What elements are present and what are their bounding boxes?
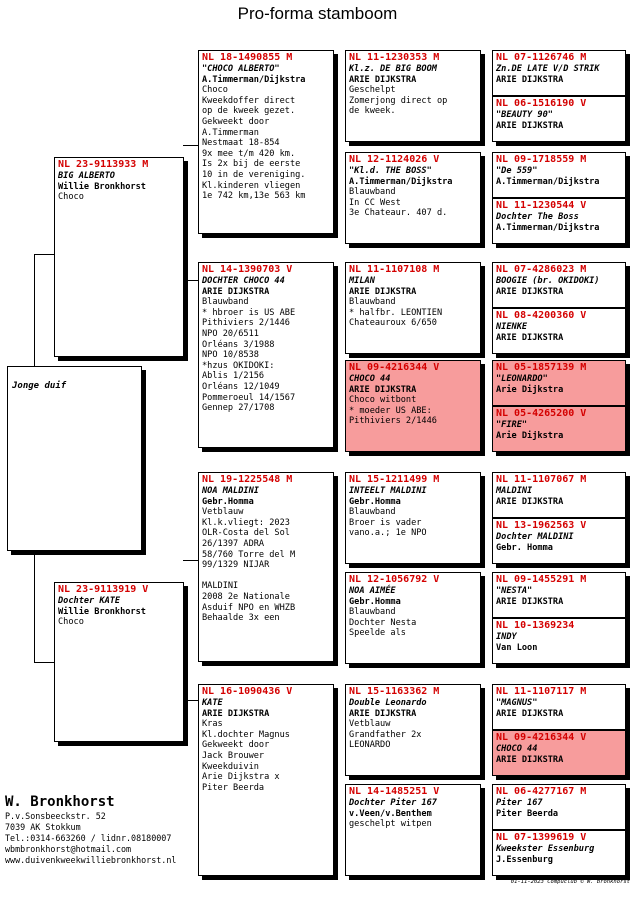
info-line: Blauwband bbox=[349, 187, 396, 198]
info-line: In CC West bbox=[349, 197, 401, 208]
breeder-city: 7039 AK Stokkum bbox=[5, 822, 81, 832]
info-line: 58/760 Torre del M bbox=[202, 549, 296, 560]
pigeon-name: "MAGNUS" bbox=[496, 698, 538, 708]
info-line: Speelde als bbox=[349, 628, 406, 639]
pigeon-name: DOCHTER CHOCO 44 bbox=[202, 276, 285, 286]
owner-name: ARIE DIJKSTRA bbox=[496, 708, 564, 719]
info-line: Chateauroux 6/650 bbox=[349, 318, 437, 329]
info-line: Blauwband bbox=[349, 507, 396, 518]
owner-name: ARIE DIJKSTRA bbox=[496, 120, 564, 131]
info-line: Blauwband bbox=[349, 607, 396, 618]
info-line: Choco witbont bbox=[349, 395, 417, 406]
info-line: 1e 742 km,13e 563 km bbox=[202, 191, 306, 202]
ring-number: NL 08-4200360 V bbox=[496, 310, 587, 321]
info-line: Vetblauw bbox=[202, 507, 244, 518]
owner-name: Van Loon bbox=[496, 642, 538, 653]
info-line: * halfbr. LEONTIEN bbox=[349, 307, 443, 318]
connector-line bbox=[183, 280, 198, 281]
info-line: Pommeroeul 14/1567 bbox=[202, 392, 296, 403]
pigeon-name: NOA AIMÉE bbox=[349, 586, 396, 596]
owner-name: A.Timmerman/Dijkstra bbox=[202, 74, 306, 85]
pigeon-card bbox=[492, 198, 626, 244]
pigeon-name: Dochter MALDINI bbox=[496, 532, 574, 542]
pigeon-name: "CHOCO ALBERTO" bbox=[202, 64, 280, 74]
pigeon-name: "De 559" bbox=[496, 166, 538, 176]
info-line: Orléans 12/1049 bbox=[202, 381, 280, 392]
pigeon-name: KATE bbox=[202, 698, 223, 708]
ring-number: NL 07-1399619 V bbox=[496, 832, 587, 843]
connector-line bbox=[34, 254, 54, 255]
connector-line bbox=[183, 700, 198, 701]
info-line: Jack Brouwer bbox=[202, 750, 265, 761]
info-line: Behaalde 3x een bbox=[202, 613, 280, 624]
info-line: Geschelpt bbox=[349, 85, 396, 96]
ring-number: NL 09-1718559 M bbox=[496, 154, 587, 165]
pigeon-card bbox=[198, 262, 334, 448]
pigeon-card bbox=[198, 472, 334, 662]
ring-number: NL 15-1211499 M bbox=[349, 474, 440, 485]
owner-name: A.Timmerman/Dijkstra bbox=[496, 222, 600, 233]
ring-number: NL 11-1107067 M bbox=[496, 474, 587, 485]
breeder-name: W. Bronkhorst bbox=[5, 794, 115, 810]
subject-box bbox=[7, 366, 142, 551]
info-line: Piter Beerda bbox=[202, 782, 265, 793]
owner-name: Willie Bronkhorst bbox=[58, 606, 146, 617]
owner-name: A.Timmerman/Dijkstra bbox=[349, 176, 453, 187]
owner-name: ARIE DIJKSTRA bbox=[202, 286, 270, 297]
info-line: Pithiviers 2/1446 bbox=[202, 318, 290, 329]
pigeon-name: "NESTA" bbox=[496, 586, 533, 596]
connector-line bbox=[34, 551, 35, 663]
pigeon-card bbox=[492, 50, 626, 96]
pigeon-name: Kweekster Essenburg bbox=[496, 844, 595, 854]
info-line: Is 2x bij de eerste bbox=[202, 159, 301, 170]
ring-number: NL 11-1230544 V bbox=[496, 200, 587, 211]
ring-number: NL 07-1126746 M bbox=[496, 52, 587, 63]
ring-number: NL 23-9113919 V bbox=[58, 584, 149, 595]
ring-number: NL 12-1056792 V bbox=[349, 574, 440, 585]
ring-number: NL 05-4265200 V bbox=[496, 408, 587, 419]
info-line: Zomerjong direct op bbox=[349, 95, 448, 106]
connector-line bbox=[183, 560, 198, 561]
info-line: Pithiviers 2/1446 bbox=[349, 416, 437, 427]
info-line: * moeder US ABE: bbox=[349, 405, 432, 416]
info-line: *hzus OKIDOKI: bbox=[202, 360, 275, 371]
pigeon-card bbox=[345, 572, 481, 664]
owner-name: J.Essenburg bbox=[496, 854, 553, 865]
pigeon-name: "FIRE" bbox=[496, 420, 528, 430]
pigeon-name: "Kl.d. THE BOSS" bbox=[349, 166, 432, 176]
ring-number: NL 10-1369234 bbox=[496, 620, 575, 631]
info-line: Kweekduivin bbox=[202, 761, 259, 772]
owner-name: ARIE DIJKSTRA bbox=[349, 74, 417, 85]
pigeon-name: Double Leonardo bbox=[349, 698, 427, 708]
owner-name: ARIE DIJKSTRA bbox=[349, 384, 417, 395]
owner-name: Gebr. Homma bbox=[496, 542, 553, 553]
ring-number: NL 13-1962563 V bbox=[496, 520, 587, 531]
info-line: NPO 10/8538 bbox=[202, 350, 259, 361]
pigeon-card bbox=[198, 50, 334, 234]
ring-number: NL 11-1107108 M bbox=[349, 264, 440, 275]
owner-name: ARIE DIJKSTRA bbox=[496, 286, 564, 297]
info-line: Choco bbox=[202, 85, 228, 96]
pigeon-card bbox=[492, 262, 626, 308]
pigeon-card bbox=[492, 572, 626, 618]
pigeon-name: BIG ALBERTO bbox=[58, 171, 115, 181]
pigeon-card bbox=[345, 360, 481, 452]
pigeon-name: INDY bbox=[496, 632, 517, 642]
pigeon-name: Kl.z. DE BIG BOOM bbox=[349, 64, 437, 74]
info-line bbox=[202, 571, 330, 582]
pigeon-name: Dochter The Boss bbox=[496, 212, 579, 222]
info-line: LEONARDO bbox=[349, 740, 391, 751]
info-line: 2008 2e Nationale bbox=[202, 591, 290, 602]
info-line: Asduif NPO en WHZB bbox=[202, 602, 296, 613]
info-line: 9x mee t/m 420 km. bbox=[202, 148, 296, 159]
pigeon-card bbox=[492, 308, 626, 354]
subject-name: Jonge duif bbox=[12, 381, 67, 391]
info-line: de kweek. bbox=[349, 106, 396, 117]
ring-number: NL 15-1163362 M bbox=[349, 686, 440, 697]
pigeon-card bbox=[492, 406, 626, 452]
breeder-address: P.v.Sonsbeeckstr. 52 bbox=[5, 811, 106, 821]
pigeon-card bbox=[345, 684, 481, 776]
ring-number: NL 05-1857139 M bbox=[496, 362, 587, 373]
pigeon-card bbox=[492, 472, 626, 518]
info-line: op de kweek gezet. bbox=[202, 106, 296, 117]
owner-name: ARIE DIJKSTRA bbox=[496, 332, 564, 343]
page-title: Pro-forma stamboom bbox=[237, 4, 398, 23]
info-line: 99/1329 NIJAR bbox=[202, 560, 270, 571]
ring-number: NL 12-1124026 V bbox=[349, 154, 440, 165]
owner-name: A.Timmerman/Dijkstra bbox=[496, 176, 600, 187]
pigeon-card bbox=[492, 730, 626, 776]
info-line: Kl.k.vliegt: 2023 bbox=[202, 517, 290, 528]
info-line: Orléans 3/1988 bbox=[202, 339, 275, 350]
info-line: Kl.kinderen vliegen bbox=[202, 180, 301, 191]
info-line: MALDINI bbox=[202, 581, 239, 592]
pigeon-name: "LEONARDO" bbox=[496, 374, 548, 384]
ring-number: NL 14-1390703 V bbox=[202, 264, 293, 275]
owner-name: v.Veen/v.Benthem bbox=[349, 808, 432, 819]
footer-note: 01-11-2023 Compuclub © W. Bronkhorst bbox=[510, 879, 630, 885]
pigeon-card bbox=[492, 830, 626, 876]
pigeon-name: Dochter KATE bbox=[58, 596, 121, 606]
info-line: * hbroer is US ABE bbox=[202, 307, 296, 318]
info-line: Choco bbox=[58, 192, 84, 203]
owner-name: Gebr.Homma bbox=[202, 496, 254, 507]
info-line: Vetblauw bbox=[349, 719, 391, 730]
pigeon-name: BOOGIE (br. OKIDOKI) bbox=[496, 276, 600, 286]
info-line: Blauwband bbox=[202, 297, 249, 308]
owner-name: Gebr.Homma bbox=[349, 496, 401, 507]
connector-line bbox=[183, 145, 198, 146]
info-line: 26/1397 ADRA bbox=[202, 538, 265, 549]
breeder-phone: Tel.:0314-663260 / lidnr.08180007 bbox=[5, 833, 172, 843]
owner-name: Piter Beerda bbox=[496, 808, 559, 819]
ring-number: NL 11-1107117 M bbox=[496, 686, 587, 697]
owner-name: ARIE DIJKSTRA bbox=[496, 754, 564, 765]
info-line: Grandfather 2x bbox=[349, 729, 422, 740]
info-line: vano.a.; 1e NPO bbox=[349, 528, 427, 539]
info-line: Gekweekt door bbox=[202, 740, 270, 751]
pigeon-name: INTEELT MALDINI bbox=[349, 486, 427, 496]
owner-name: ARIE DIJKSTRA bbox=[496, 596, 564, 607]
connector-line bbox=[34, 254, 35, 366]
info-line: A.Timmerman bbox=[202, 127, 259, 138]
info-line: Broer is vader bbox=[349, 517, 422, 528]
pigeon-card bbox=[492, 618, 626, 664]
info-line: Arie Dijkstra x bbox=[202, 772, 280, 783]
info-line: Dochter Nesta bbox=[349, 617, 417, 628]
pigeon-card bbox=[345, 472, 481, 564]
pigeon-name: NOA MALDINI bbox=[202, 486, 259, 496]
info-line: NPO 20/6511 bbox=[202, 328, 259, 339]
info-line: Kras bbox=[202, 719, 223, 730]
pigeon-card bbox=[492, 784, 626, 830]
ring-number: NL 09-1455291 M bbox=[496, 574, 587, 585]
pigeon-card bbox=[54, 582, 184, 742]
pigeon-name: Dochter Piter 167 bbox=[349, 798, 437, 808]
pigeon-card bbox=[492, 152, 626, 198]
ring-number: NL 06-1516190 V bbox=[496, 98, 587, 109]
pigeon-name: NIENKE bbox=[496, 322, 528, 332]
ring-number: NL 06-4277167 M bbox=[496, 786, 587, 797]
info-line: OLR-Costa del Sol bbox=[202, 528, 290, 539]
info-line: Gennep 27/1708 bbox=[202, 403, 275, 414]
owner-name: Willie Bronkhorst bbox=[58, 181, 146, 192]
ring-number: NL 07-4286023 M bbox=[496, 264, 587, 275]
pigeon-name: CHOCO 44 bbox=[496, 744, 538, 754]
ring-number: NL 23-9113933 M bbox=[58, 159, 149, 170]
owner-name: ARIE DIJKSTRA bbox=[496, 74, 564, 85]
info-line: Kl.dochter Magnus bbox=[202, 729, 290, 740]
pigeon-name: CHOCO 44 bbox=[349, 374, 391, 384]
info-line: 10 in de vereniging. bbox=[202, 169, 306, 180]
pigeon-card bbox=[492, 518, 626, 564]
pigeon-name: "BEAUTY 90" bbox=[496, 110, 553, 120]
ring-number: NL 18-1490855 M bbox=[202, 52, 293, 63]
pigeon-name: MILAN bbox=[349, 276, 375, 286]
pigeon-card bbox=[492, 96, 626, 142]
owner-name: Arie Dijkstra bbox=[496, 430, 564, 441]
ring-number: NL 09-4216344 V bbox=[349, 362, 440, 373]
breeder-block bbox=[5, 793, 176, 866]
ring-number: NL 14-1485251 V bbox=[349, 786, 440, 797]
info-line: 3e Chateaur. 407 d. bbox=[349, 208, 448, 219]
ring-number: NL 16-1090436 V bbox=[202, 686, 293, 697]
info-line: Nestmaat 18-854 bbox=[202, 138, 280, 149]
info-line: Kweekdoffer direct bbox=[202, 95, 296, 106]
pigeon-name: Zn.DE LATE V/D STRIK bbox=[496, 64, 600, 74]
breeder-email: wbmbronkhorst@hotmail.com bbox=[5, 844, 132, 854]
info-line: Ablis 1/2156 bbox=[202, 371, 265, 382]
connector-line bbox=[34, 662, 54, 663]
info-line: Choco bbox=[58, 617, 84, 628]
info-line: Blauwband bbox=[349, 297, 396, 308]
ring-number: NL 19-1225548 M bbox=[202, 474, 293, 485]
owner-name: ARIE DIJKSTRA bbox=[496, 496, 564, 507]
pigeon-card bbox=[198, 684, 334, 876]
pigeon-card bbox=[54, 157, 184, 357]
pigeon-card bbox=[345, 784, 481, 876]
pigeon-name: MALDINI bbox=[496, 486, 533, 496]
info-line: geschelpt witpen bbox=[349, 819, 432, 830]
pigeon-name: Piter 167 bbox=[496, 798, 543, 808]
info-line: Gekweekt door bbox=[202, 116, 270, 127]
pigeon-card bbox=[345, 152, 481, 244]
ring-number: NL 11-1230353 M bbox=[349, 52, 440, 63]
breeder-website: www.duivenkweekwilliebronkhorst.nl bbox=[5, 855, 177, 865]
pigeon-card bbox=[492, 360, 626, 406]
owner-name: ARIE DIJKSTRA bbox=[349, 708, 417, 719]
pigeon-card bbox=[345, 262, 481, 354]
owner-name: Gebr.Homma bbox=[349, 596, 401, 607]
owner-name: Arie Dijkstra bbox=[496, 384, 564, 395]
pigeon-card bbox=[345, 50, 481, 142]
owner-name: ARIE DIJKSTRA bbox=[349, 286, 417, 297]
owner-name: ARIE DIJKSTRA bbox=[202, 708, 270, 719]
ring-number: NL 09-4216344 V bbox=[496, 732, 587, 743]
pigeon-card bbox=[492, 684, 626, 730]
